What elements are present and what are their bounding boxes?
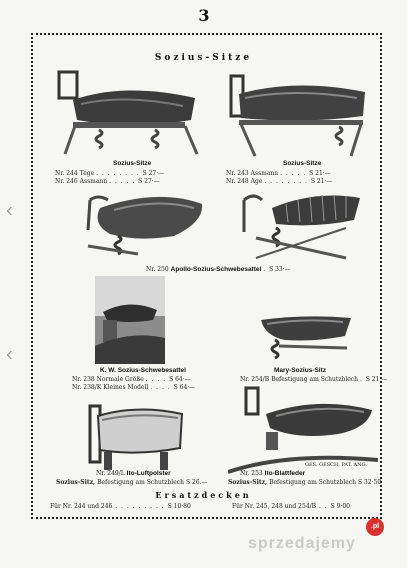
ito-luftpolster-desc: Sozius-Sitz, Befestigung am Schutzblech S 26.— [56,479,208,486]
ito-luftpolster-line: Nr. 249/L Ito-Luftpolster [96,470,171,477]
price-line: Nr. 254/B Befestigung am Schutzblech . S 21·— [240,376,388,383]
price-line: Nr. 238 Normale Größe . . . . S 64·— [72,376,191,383]
watermark-text: sprzedajemy [248,535,356,552]
ito-blattfeder-desc: Sozius-Sitz, Befestigung am Schutzblech S 32·50 [228,479,382,486]
spares-title: Ersatzdecken [155,490,252,500]
price-line: Nr. 243 Assmann . . . . . S 21·— [226,170,331,177]
price-line: Nr. 238/K Kleines Modell . . . . S 64·— [72,384,196,391]
sozius-seat-244-photo [55,64,205,160]
price-line: Nr. 244 Tege . . . . . . . . S 27·— [55,170,165,177]
caption-sozius-sitze-right: Sozius-Sitze [283,160,322,167]
punch-mark-icon [7,207,15,215]
caption-apollo: Apollo-Sozius-Schwebesattel [170,266,262,273]
mary-saddle-photo [255,312,355,364]
caption-mary-sitz: Mary-Sozius-Sitz [274,367,327,374]
caption-kw-schwebesattel: K. W. Sozius-Schwebesattel [100,367,186,374]
spares-right-line: Für Nr. 245, 248 und 254/B . . S 9·00 [232,503,350,510]
page-number: 3 [198,6,210,25]
patent-stamp: GES. GESCH. PAT. ANG. [305,462,367,468]
caption-sozius-sitze-left: Sozius-Sitze [113,160,152,167]
price-line: Nr. 246 Assmann . . . . . S 27·— [55,178,160,185]
apollo-saddle-photo [78,190,206,262]
apollo-line: Nr. 250 Apollo-Sozius-Schwebesattel . S 33·— [146,266,291,273]
sozius-seat-243-photo [225,72,375,160]
punch-mark-icon [7,351,15,359]
ito-luftpolster-photo [84,396,188,476]
watermark-badge: .pl [366,518,384,536]
ito-blattfeder-line: Nr. 253 Ito-Blattfeder [240,470,306,477]
apollo-saddle-springs-photo [236,188,366,266]
section-title: Sozius-Sitze [154,53,253,63]
spares-left-line: Für Nr. 244 und 246 . . . . . . . . . S 10·80 [50,503,191,510]
price-line: Nr. 248 Age . . . . . . . . S 21·— [226,178,333,185]
kw-saddle-photo [95,276,165,364]
